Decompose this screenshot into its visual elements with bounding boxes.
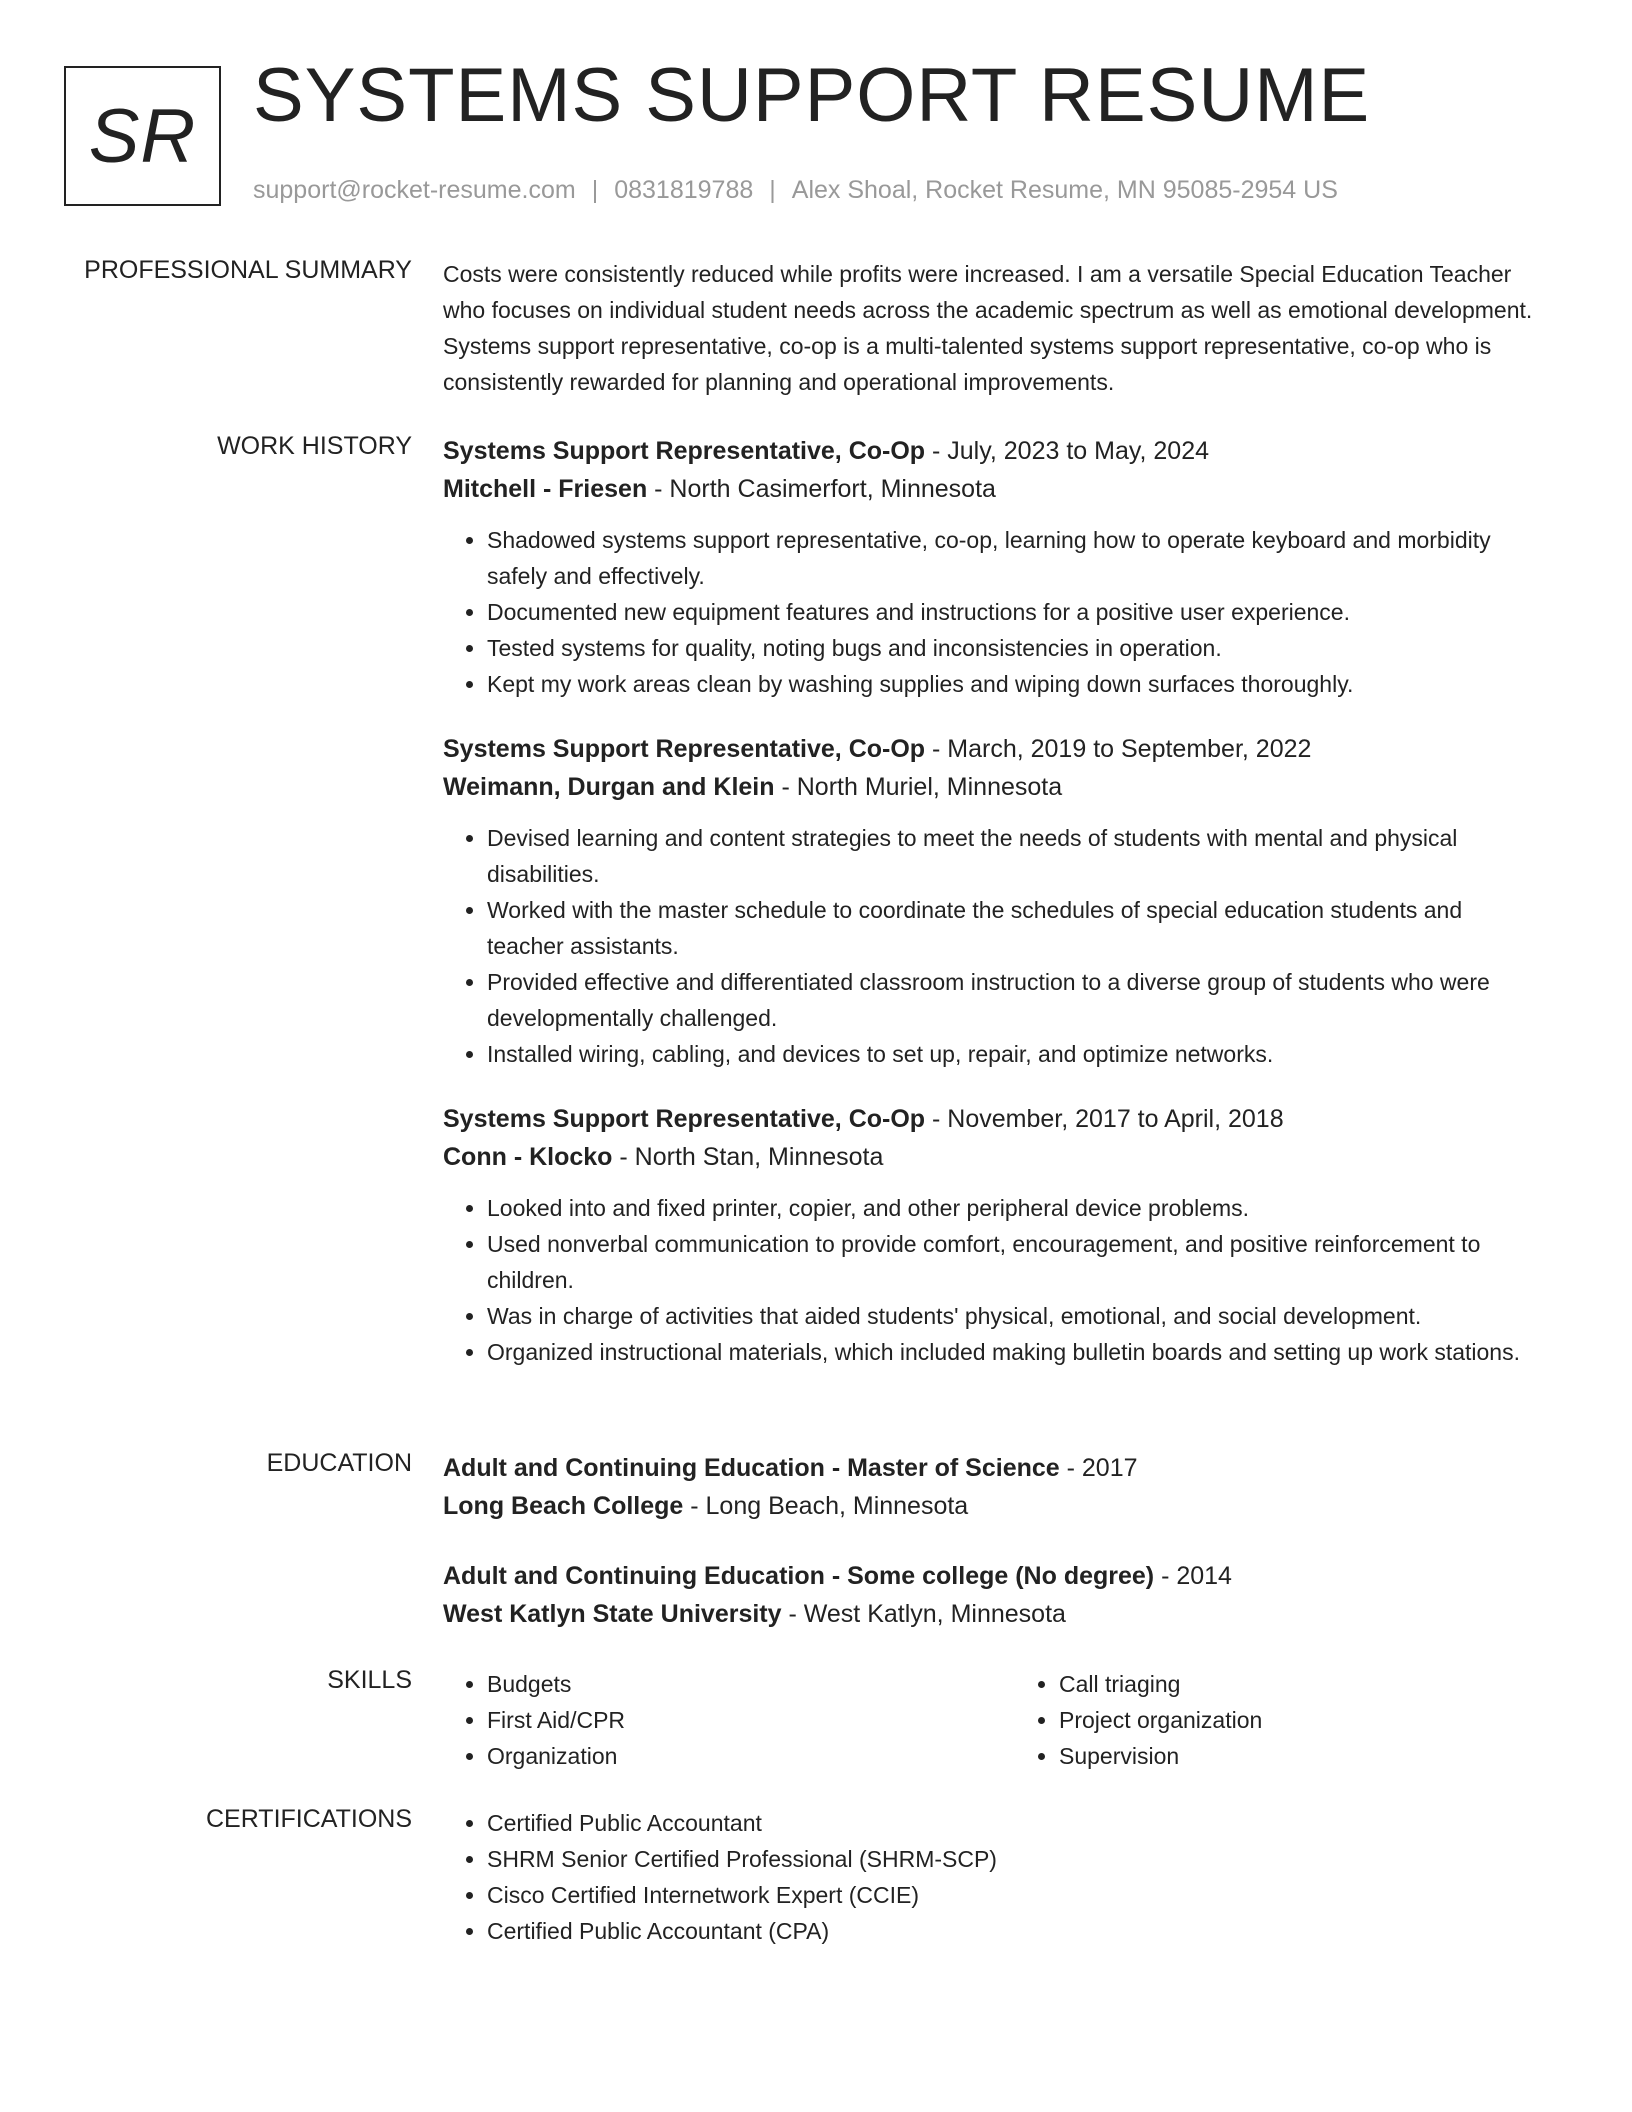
job-entry bbox=[443, 432, 1543, 702]
education-year: - 2017 bbox=[1059, 1454, 1138, 1482]
certification-item: • SHRM Senior Certified Professional (SHRM-SCP) bbox=[487, 1841, 1543, 1877]
list-item: • Tested systems for quality, noting bugs and inconsistencies in operation. bbox=[487, 630, 1543, 666]
skill-item: • First Aid/CPR bbox=[487, 1702, 971, 1738]
certification-item: • Cisco Certified Internetwork Expert (CCIE) bbox=[487, 1877, 1543, 1913]
job-bullets bbox=[443, 522, 1543, 702]
certifications-body bbox=[443, 1805, 1543, 1949]
list-item: • Worked with the master schedule to coordinate the schedules of special education students and teacher assistants. bbox=[487, 892, 1543, 964]
contact-email: support@rocket-resume.com bbox=[253, 176, 576, 204]
page-title: SYSTEMS SUPPORT RESUME bbox=[253, 53, 1371, 138]
list-item: • Devised learning and content strategies to meet the needs of students with mental and physical disabilities. bbox=[487, 820, 1543, 892]
skill-item: • Organization bbox=[487, 1738, 971, 1774]
certification-item: • Certified Public Accountant (CPA) bbox=[487, 1913, 1543, 1949]
section-label-certifications: CERTIFICATIONS bbox=[205, 1805, 412, 1833]
education-degree: Adult and Continuing Education - Some college (No degree) bbox=[443, 1562, 1155, 1590]
education-entry bbox=[443, 1449, 1543, 1525]
skills-list bbox=[1015, 1666, 1543, 1774]
section-label-work: WORK HISTORY bbox=[217, 432, 412, 460]
certification-item: • Certified Public Accountant bbox=[487, 1805, 1543, 1841]
work-body bbox=[443, 432, 1543, 1398]
education-location: - West Katlyn, Minnesota bbox=[781, 1600, 1066, 1628]
skill-item: • Supervision bbox=[1059, 1738, 1543, 1774]
list-item: • Installed wiring, cabling, and devices to set up, repair, and optimize networks. bbox=[487, 1036, 1543, 1072]
education-school: Long Beach College bbox=[443, 1492, 684, 1520]
contact-separator: | bbox=[769, 176, 776, 204]
certifications-list bbox=[443, 1805, 1543, 1949]
skill-item: • Budgets bbox=[487, 1666, 971, 1702]
summary-body bbox=[443, 256, 1543, 400]
job-entry bbox=[443, 730, 1543, 1072]
job-company: Weimann, Durgan and Klein bbox=[443, 773, 775, 801]
list-item: • Used nonverbal communication to provide comfort, encouragement, and positive reinforcement to children. bbox=[487, 1226, 1543, 1298]
education-degree: Adult and Continuing Education - Master of Science bbox=[443, 1454, 1060, 1482]
job-dates: - November, 2017 to April, 2018 bbox=[925, 1105, 1284, 1133]
skills-list bbox=[443, 1666, 971, 1774]
job-company: Conn - Klocko bbox=[443, 1143, 613, 1171]
section-label-education: EDUCATION bbox=[266, 1449, 412, 1477]
job-location: - North Stan, Minnesota bbox=[612, 1143, 884, 1171]
section-label-summary: PROFESSIONAL SUMMARY bbox=[84, 256, 412, 284]
education-year: - 2014 bbox=[1154, 1562, 1232, 1590]
summary-text: Costs were consistently reduced while profits were increased. I am a versatile Special Education Teacher who focuses on individual student needs across the academic spectrum as well as emotional development. Systems support representative, co-op is a multi-talented systems support representative, co-op who is consistently rewarded for planning and operational improvements. bbox=[443, 261, 1533, 395]
job-dates: - July, 2023 to May, 2024 bbox=[925, 437, 1210, 465]
list-item: • Documented new equipment features and instructions for a positive user experience. bbox=[487, 594, 1543, 630]
contact-line bbox=[253, 176, 1338, 205]
list-item: • Provided effective and differentiated classroom instruction to a diverse group of students who were developmentally challenged. bbox=[487, 964, 1543, 1036]
section-label-skills: SKILLS bbox=[327, 1666, 412, 1694]
contact-phone: 0831819788 bbox=[614, 176, 754, 204]
education-school: West Katlyn State University bbox=[443, 1600, 782, 1628]
contact-separator: | bbox=[591, 176, 599, 204]
job-dates: - March, 2019 to September, 2022 bbox=[925, 735, 1312, 763]
job-company: Mitchell - Friesen bbox=[443, 475, 648, 503]
job-bullets bbox=[443, 1190, 1543, 1370]
education-body bbox=[443, 1449, 1543, 1665]
list-item: • Shadowed systems support representative, co-op, learning how to operate keyboard and morbidity safely and effectively. bbox=[487, 522, 1543, 594]
contact-address: Alex Shoal, Rocket Resume, MN 95085-2954 US bbox=[791, 176, 1338, 204]
job-location: - North Casimerfort, Minnesota bbox=[647, 475, 996, 503]
job-location: - North Muriel, Minnesota bbox=[774, 773, 1063, 801]
monogram-badge: SR bbox=[64, 66, 221, 206]
job-bullets bbox=[443, 820, 1543, 1072]
list-item: • Was in charge of activities that aided students' physical, emotional, and social development. bbox=[487, 1298, 1543, 1334]
list-item: • Organized instructional materials, which included making bulletin boards and setting up work stations. bbox=[487, 1334, 1543, 1370]
education-location: - Long Beach, Minnesota bbox=[683, 1492, 969, 1520]
job-title: Systems Support Representative, Co-Op bbox=[443, 437, 926, 465]
education-entry bbox=[443, 1557, 1543, 1633]
job-title: Systems Support Representative, Co-Op bbox=[443, 735, 926, 763]
skill-item: • Project organization bbox=[1059, 1702, 1543, 1738]
job-entry bbox=[443, 1100, 1543, 1370]
list-item: • Looked into and fixed printer, copier, and other peripheral device problems. bbox=[487, 1190, 1543, 1226]
job-title: Systems Support Representative, Co-Op bbox=[443, 1105, 926, 1133]
skills-body bbox=[443, 1666, 1543, 1774]
skill-item: • Call triaging bbox=[1059, 1666, 1543, 1702]
list-item: • Kept my work areas clean by washing supplies and wiping down surfaces thoroughly. bbox=[487, 666, 1543, 702]
